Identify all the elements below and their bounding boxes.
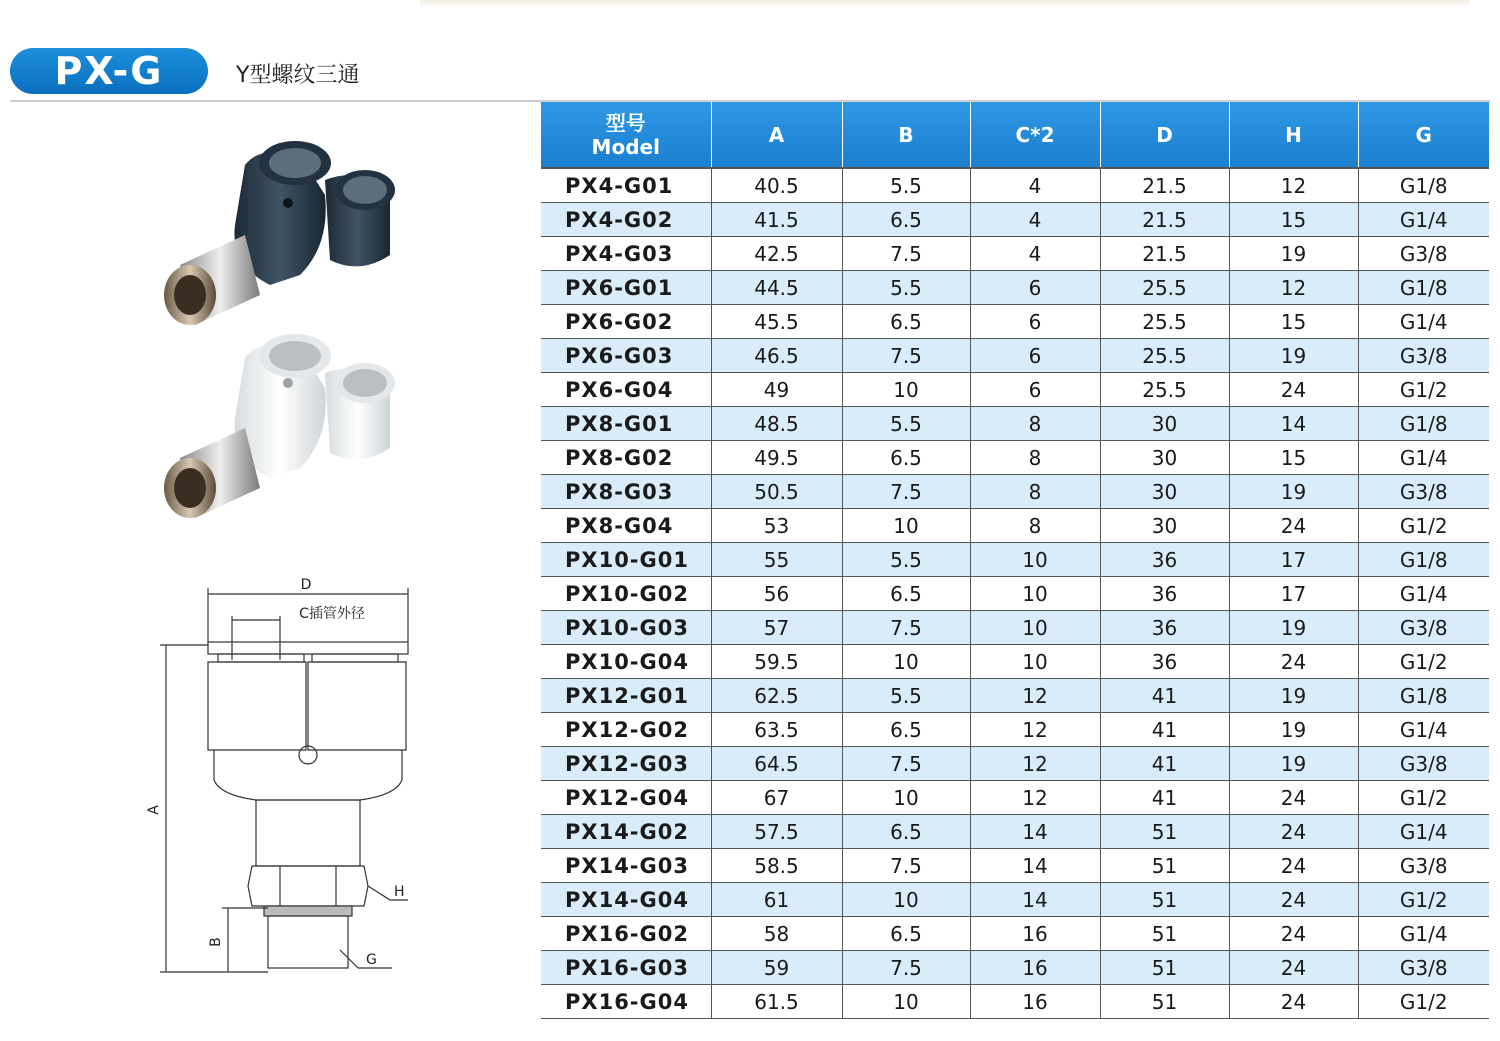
cell-model: PX10-G02: [541, 577, 711, 611]
cell-a: 46.5: [711, 339, 842, 373]
table-row: [541, 679, 1489, 713]
cell-b: 10: [842, 373, 970, 407]
cell-b: 6.5: [842, 577, 970, 611]
cell-c: 8: [970, 475, 1100, 509]
label-g: G: [366, 952, 377, 968]
cell-c: 12: [970, 713, 1100, 747]
cell-b: 7.5: [842, 849, 970, 883]
cell-model: PX6-G02: [541, 305, 711, 339]
cell-b: 10: [842, 781, 970, 815]
cell-h: 24: [1229, 781, 1358, 815]
cell-d: 30: [1100, 509, 1229, 543]
cell-b: 5.5: [842, 543, 970, 577]
cell-h: 12: [1229, 168, 1358, 203]
cell-a: 45.5: [711, 305, 842, 339]
cell-c: 8: [970, 441, 1100, 475]
cell-h: 14: [1229, 407, 1358, 441]
cell-g: G3/8: [1358, 339, 1489, 373]
cell-a: 58: [711, 917, 842, 951]
cell-c: 12: [970, 747, 1100, 781]
cell-a: 61.5: [711, 985, 842, 1019]
cell-model: PX16-G03: [541, 951, 711, 985]
cell-model: PX8-G01: [541, 407, 711, 441]
cell-model: PX14-G04: [541, 883, 711, 917]
cell-c: 8: [970, 407, 1100, 441]
cell-c: 4: [970, 168, 1100, 203]
cell-h: 19: [1229, 475, 1358, 509]
cell-a: 44.5: [711, 271, 842, 305]
cell-d: 21.5: [1100, 168, 1229, 203]
cell-c: 12: [970, 679, 1100, 713]
cell-c: 10: [970, 611, 1100, 645]
product-photo-black: [150, 135, 410, 335]
cell-g: G3/8: [1358, 611, 1489, 645]
cell-d: 30: [1100, 441, 1229, 475]
cell-model: PX8-G03: [541, 475, 711, 509]
cell-c: 6: [970, 339, 1100, 373]
cell-g: G1/4: [1358, 577, 1489, 611]
cell-h: 19: [1229, 611, 1358, 645]
table-row: [541, 237, 1489, 271]
cell-a: 63.5: [711, 713, 842, 747]
table-row: [541, 373, 1489, 407]
cell-b: 6.5: [842, 441, 970, 475]
cell-d: 25.5: [1100, 339, 1229, 373]
header-model-cn: 型号: [605, 110, 646, 135]
table-row: [541, 815, 1489, 849]
cell-model: PX16-G04: [541, 985, 711, 1019]
cell-b: 7.5: [842, 237, 970, 271]
cell-g: G1/2: [1358, 645, 1489, 679]
label-d: D: [300, 577, 312, 593]
cell-c: 14: [970, 849, 1100, 883]
cell-model: PX12-G02: [541, 713, 711, 747]
cell-g: G1/8: [1358, 407, 1489, 441]
cell-h: 24: [1229, 917, 1358, 951]
cell-g: G3/8: [1358, 747, 1489, 781]
table-row: [541, 543, 1489, 577]
cell-g: G1/4: [1358, 203, 1489, 237]
cell-model: PX6-G03: [541, 339, 711, 373]
cell-model: PX16-G02: [541, 917, 711, 951]
cell-h: 24: [1229, 951, 1358, 985]
cell-model: PX4-G02: [541, 203, 711, 237]
series-label: PX-G: [54, 49, 164, 93]
cell-a: 62.5: [711, 679, 842, 713]
cell-d: 21.5: [1100, 203, 1229, 237]
cell-h: 24: [1229, 815, 1358, 849]
cell-a: 40.5: [711, 168, 842, 203]
cell-b: 6.5: [842, 917, 970, 951]
cell-d: 41: [1100, 781, 1229, 815]
table-row: [541, 168, 1489, 203]
cell-d: 25.5: [1100, 373, 1229, 407]
spec-table: [541, 102, 1489, 1019]
cell-c: 6: [970, 373, 1100, 407]
cell-d: 41: [1100, 679, 1229, 713]
cell-c: 4: [970, 203, 1100, 237]
label-b: B: [208, 937, 224, 947]
cell-b: 10: [842, 509, 970, 543]
cell-d: 36: [1100, 577, 1229, 611]
cell-c: 6: [970, 305, 1100, 339]
table-row: [541, 849, 1489, 883]
cell-a: 58.5: [711, 849, 842, 883]
cell-b: 7.5: [842, 747, 970, 781]
cell-model: PX12-G03: [541, 747, 711, 781]
cell-d: 21.5: [1100, 237, 1229, 271]
cell-a: 48.5: [711, 407, 842, 441]
cell-b: 5.5: [842, 407, 970, 441]
cell-c: 16: [970, 917, 1100, 951]
table-row: [541, 645, 1489, 679]
cell-a: 53: [711, 509, 842, 543]
cell-d: 51: [1100, 849, 1229, 883]
cell-h: 19: [1229, 747, 1358, 781]
table-row: [541, 611, 1489, 645]
cell-d: 51: [1100, 815, 1229, 849]
top-decor-line: [420, 0, 1470, 8]
cell-g: G1/2: [1358, 373, 1489, 407]
cell-g: G1/4: [1358, 441, 1489, 475]
cell-a: 59: [711, 951, 842, 985]
cell-g: G3/8: [1358, 951, 1489, 985]
cell-h: 19: [1229, 339, 1358, 373]
series-badge: [10, 48, 208, 94]
cell-d: 36: [1100, 645, 1229, 679]
cell-g: G3/8: [1358, 475, 1489, 509]
cell-a: 56: [711, 577, 842, 611]
table-row: [541, 577, 1489, 611]
product-subtitle: Y型螺纹三通: [236, 63, 360, 88]
table-row: [541, 713, 1489, 747]
header-g: G: [1358, 102, 1489, 168]
cell-model: PX4-G01: [541, 168, 711, 203]
cell-a: 67: [711, 781, 842, 815]
cell-g: G1/4: [1358, 815, 1489, 849]
table-row: [541, 339, 1489, 373]
cell-b: 7.5: [842, 951, 970, 985]
cell-c: 4: [970, 237, 1100, 271]
table-row: [541, 747, 1489, 781]
cell-d: 51: [1100, 883, 1229, 917]
cell-g: G1/4: [1358, 305, 1489, 339]
cell-model: PX14-G03: [541, 849, 711, 883]
table-row: [541, 203, 1489, 237]
cell-g: G1/2: [1358, 883, 1489, 917]
table-row: [541, 883, 1489, 917]
cell-b: 10: [842, 645, 970, 679]
label-c: C插管外径: [299, 606, 365, 622]
cell-c: 16: [970, 951, 1100, 985]
cell-h: 24: [1229, 849, 1358, 883]
cell-a: 64.5: [711, 747, 842, 781]
cell-c: 8: [970, 509, 1100, 543]
cell-g: G1/2: [1358, 509, 1489, 543]
cell-model: PX10-G04: [541, 645, 711, 679]
cell-c: 10: [970, 645, 1100, 679]
cell-g: G3/8: [1358, 849, 1489, 883]
cell-h: 17: [1229, 577, 1358, 611]
cell-a: 49.5: [711, 441, 842, 475]
cell-c: 10: [970, 577, 1100, 611]
cell-a: 42.5: [711, 237, 842, 271]
cell-model: PX4-G03: [541, 237, 711, 271]
cell-h: 19: [1229, 679, 1358, 713]
cell-b: 6.5: [842, 815, 970, 849]
cell-h: 12: [1229, 271, 1358, 305]
cell-b: 6.5: [842, 305, 970, 339]
cell-model: PX6-G04: [541, 373, 711, 407]
cell-g: G1/8: [1358, 271, 1489, 305]
table-row: [541, 781, 1489, 815]
cell-a: 50.5: [711, 475, 842, 509]
table-row: [541, 475, 1489, 509]
cell-d: 30: [1100, 475, 1229, 509]
table-row: [541, 951, 1489, 985]
table-row: [541, 305, 1489, 339]
table-row: [541, 271, 1489, 305]
cell-c: 6: [970, 271, 1100, 305]
cell-d: 51: [1100, 917, 1229, 951]
cell-a: 57: [711, 611, 842, 645]
header-model-en: Model: [591, 134, 660, 159]
cell-d: 36: [1100, 543, 1229, 577]
cell-h: 24: [1229, 645, 1358, 679]
cell-model: PX14-G02: [541, 815, 711, 849]
header-a: A: [711, 102, 842, 168]
cell-model: PX12-G01: [541, 679, 711, 713]
cell-a: 61: [711, 883, 842, 917]
cell-a: 57.5: [711, 815, 842, 849]
cell-c: 14: [970, 883, 1100, 917]
cell-d: 25.5: [1100, 305, 1229, 339]
cell-d: 41: [1100, 747, 1229, 781]
cell-d: 51: [1100, 985, 1229, 1019]
cell-g: G1/4: [1358, 713, 1489, 747]
header-b: B: [842, 102, 970, 168]
header-model: [541, 102, 711, 168]
cell-c: 10: [970, 543, 1100, 577]
cell-model: PX8-G02: [541, 441, 711, 475]
table-row: [541, 917, 1489, 951]
table-row: [541, 985, 1489, 1019]
cell-h: 15: [1229, 305, 1358, 339]
cell-c: 14: [970, 815, 1100, 849]
cell-d: 30: [1100, 407, 1229, 441]
cell-a: 41.5: [711, 203, 842, 237]
label-h: H: [394, 884, 405, 900]
table-body: [541, 168, 1489, 1019]
dimension-drawing: [140, 570, 420, 990]
cell-b: 7.5: [842, 611, 970, 645]
label-a: A: [146, 805, 162, 815]
cell-model: PX8-G04: [541, 509, 711, 543]
cell-h: 19: [1229, 713, 1358, 747]
table-row: [541, 509, 1489, 543]
cell-g: G1/8: [1358, 543, 1489, 577]
cell-b: 7.5: [842, 339, 970, 373]
cell-a: 55: [711, 543, 842, 577]
cell-b: 7.5: [842, 475, 970, 509]
cell-g: G1/8: [1358, 168, 1489, 203]
cell-h: 17: [1229, 543, 1358, 577]
cell-model: PX10-G03: [541, 611, 711, 645]
cell-h: 19: [1229, 237, 1358, 271]
cell-a: 59.5: [711, 645, 842, 679]
table-header-row: [541, 102, 1489, 168]
cell-d: 36: [1100, 611, 1229, 645]
cell-b: 10: [842, 883, 970, 917]
cell-model: PX12-G04: [541, 781, 711, 815]
cell-d: 51: [1100, 951, 1229, 985]
cell-b: 6.5: [842, 203, 970, 237]
cell-c: 16: [970, 985, 1100, 1019]
cell-c: 12: [970, 781, 1100, 815]
header-h: H: [1229, 102, 1358, 168]
cell-h: 24: [1229, 373, 1358, 407]
cell-h: 15: [1229, 203, 1358, 237]
cell-g: G1/8: [1358, 679, 1489, 713]
cell-model: PX10-G01: [541, 543, 711, 577]
cell-b: 6.5: [842, 713, 970, 747]
table-row: [541, 407, 1489, 441]
cell-d: 41: [1100, 713, 1229, 747]
cell-g: G1/2: [1358, 781, 1489, 815]
cell-b: 10: [842, 985, 970, 1019]
cell-h: 15: [1229, 441, 1358, 475]
cell-h: 24: [1229, 509, 1358, 543]
cell-b: 5.5: [842, 271, 970, 305]
cell-d: 25.5: [1100, 271, 1229, 305]
table-row: [541, 441, 1489, 475]
cell-a: 49: [711, 373, 842, 407]
cell-g: G1/2: [1358, 985, 1489, 1019]
cell-g: G1/4: [1358, 917, 1489, 951]
product-photo-white: [150, 328, 410, 528]
cell-b: 5.5: [842, 679, 970, 713]
header-c: C*2: [970, 102, 1100, 168]
cell-h: 24: [1229, 985, 1358, 1019]
cell-b: 5.5: [842, 168, 970, 203]
cell-model: PX6-G01: [541, 271, 711, 305]
header-d: D: [1100, 102, 1229, 168]
cell-h: 24: [1229, 883, 1358, 917]
cell-g: G3/8: [1358, 237, 1489, 271]
